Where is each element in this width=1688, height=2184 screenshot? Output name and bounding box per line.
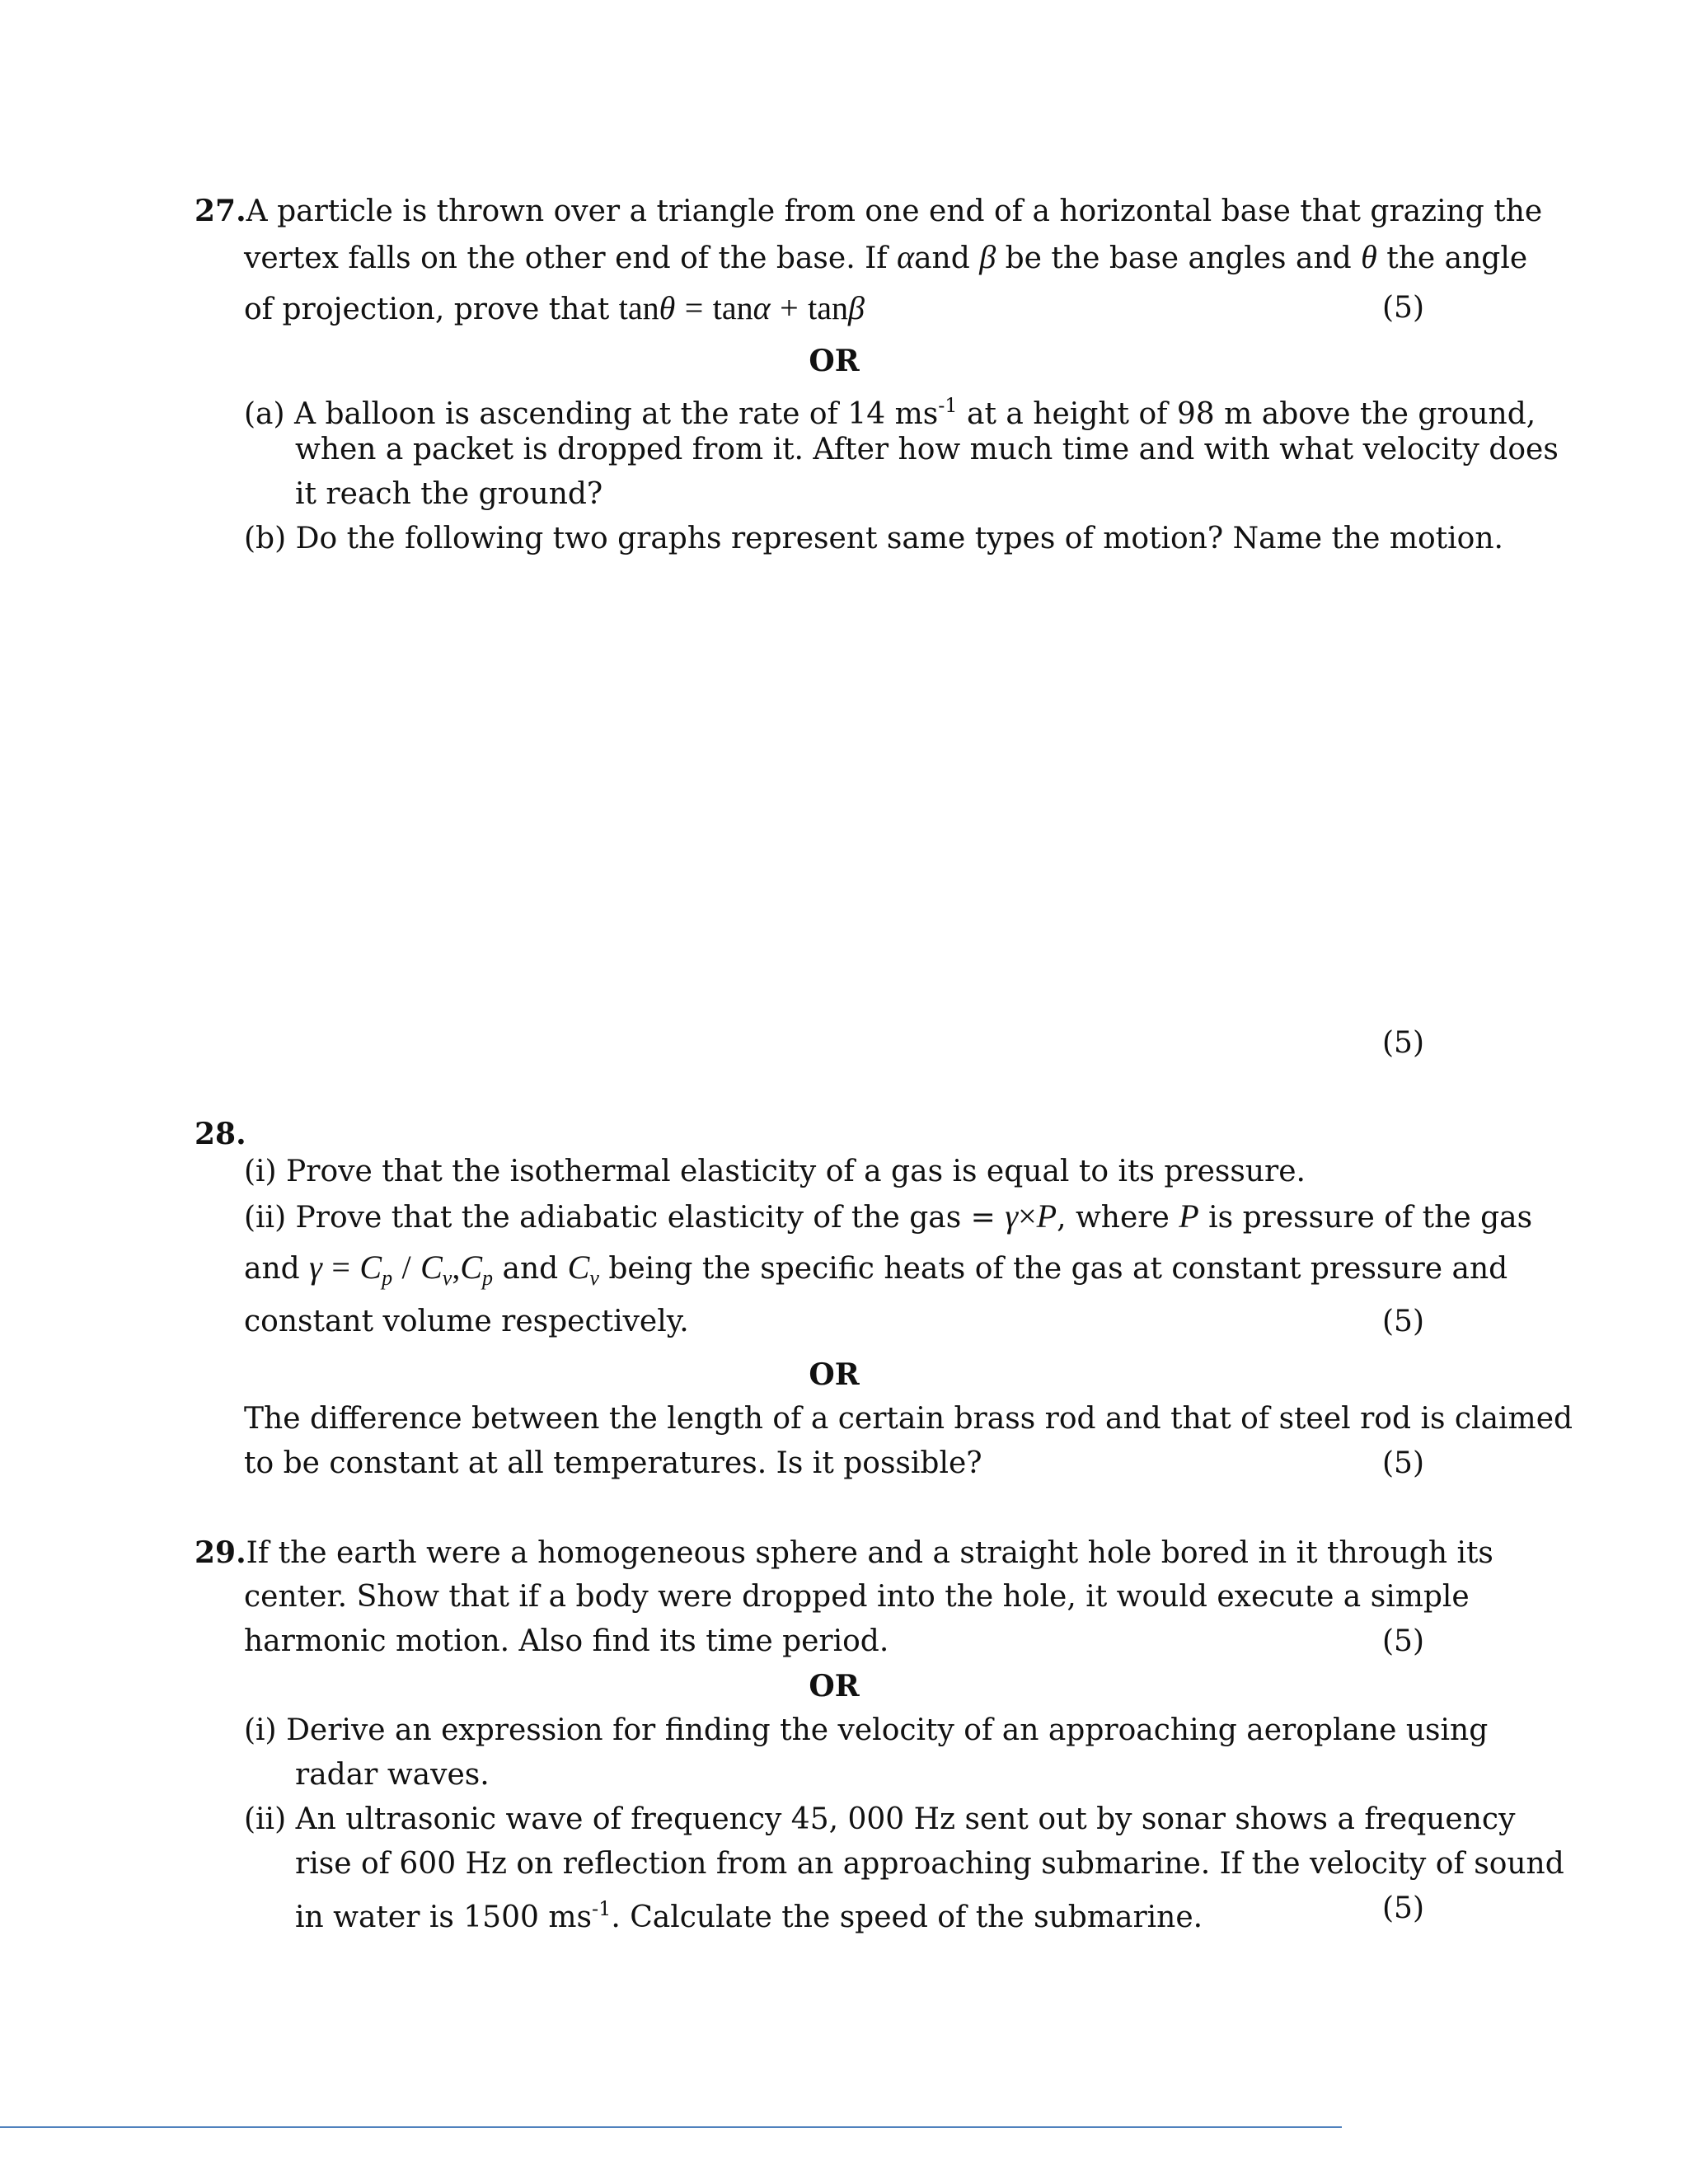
p-symbol-2: P	[1179, 1197, 1199, 1235]
equals-sign: =	[684, 289, 704, 326]
q27-b-marks: (5)	[1382, 1026, 1424, 1060]
q28-number: 28.	[195, 1117, 246, 1151]
q29-i-label: (i)	[244, 1713, 277, 1747]
q27-line-3	[244, 290, 865, 328]
p-symbol: P	[1036, 1197, 1057, 1235]
theta-symbol-2: θ	[659, 289, 676, 326]
sub-p-2: p	[482, 1266, 494, 1290]
q29-ii-sup: -1	[591, 1897, 612, 1920]
times-sign: ×	[1018, 1197, 1037, 1235]
q29-ii-text-1: An ultrasonic wave of frequency 45, 000 Hz sent out by sonar shows a frequency	[295, 1802, 1516, 1836]
q27-b-text: Do the following two graphs represent same types of motion? Name the motion.	[295, 522, 1503, 555]
q27-or: OR	[809, 344, 860, 378]
slash: /	[401, 1249, 411, 1286]
plus-sign: +	[780, 289, 799, 326]
q29-ii-line-3	[295, 1891, 1203, 1936]
q27-a-sup: -1	[938, 394, 958, 417]
q27-a-line-2: when a packet is dropped from it. After how much time and with what velocity does	[295, 433, 1559, 466]
q29-ii-text-3b: . Calculate the speed of the submarine.	[611, 1900, 1203, 1934]
q27-marks: (5)	[1382, 291, 1424, 325]
q27-b-line-1	[244, 521, 1503, 557]
theta-symbol: θ	[1361, 238, 1377, 275]
tan-2: tan	[712, 289, 753, 326]
q27-number: 27.	[195, 194, 246, 228]
sub-v-1: v	[442, 1266, 452, 1290]
q27-a-line-3: it reach the ground?	[295, 477, 603, 511]
tan-1: tan	[618, 289, 659, 326]
q28-ii-line-3: constant volume respectively.	[244, 1305, 689, 1338]
q27-a-text-1a: A balloon is ascending at the rate of 14 ms	[294, 397, 939, 431]
q28-ii-line-1	[244, 1198, 1532, 1236]
q29-ii-line-2: rise of 600 Hz on reflection from an approaching submarine. If the velocity of sound	[295, 1847, 1564, 1881]
q29-ii-marks: (5)	[1382, 1891, 1424, 1925]
graphs-area	[244, 577, 1424, 1005]
q29-or: OR	[809, 1669, 860, 1704]
q27-line-2	[244, 239, 1527, 277]
q28-or: OR	[809, 1357, 860, 1392]
beta-symbol: β	[979, 238, 996, 275]
comma: ,	[452, 1249, 461, 1286]
q27-text-2b: be the base angles and	[1005, 241, 1352, 275]
gamma-symbol: γ	[1005, 1197, 1019, 1235]
q27-a-label: (a)	[244, 397, 285, 431]
q28-alt-line-2: to be constant at all temperatures. Is it possible?	[244, 1446, 982, 1480]
q28-alt-line-1: The difference between the length of a certain brass rod and that of steel rod is claimed	[244, 1402, 1573, 1436]
q27-text-2a: vertex falls on the other end of the base. If	[244, 241, 888, 275]
q29-number: 29.	[195, 1535, 246, 1570]
q29-ii-text-3a: in water is 1500 ms	[295, 1900, 592, 1934]
q28-ii-line-2	[244, 1249, 1507, 1296]
q29-i-line-2: radar waves.	[295, 1758, 490, 1792]
is-pressure-text: is pressure of the gas	[1208, 1201, 1533, 1235]
c-symbol-2: C	[420, 1249, 443, 1286]
gamma-symbol-2: γ	[309, 1249, 322, 1286]
c-symbol-1: C	[359, 1249, 382, 1286]
q27-text-2c: the angle	[1386, 241, 1528, 275]
footer-rule	[0, 2126, 1342, 2128]
q27-a-line-1	[244, 387, 1536, 433]
tan-3: tan	[808, 289, 848, 326]
alpha-symbol-2: α	[753, 289, 771, 326]
q29-i-line-1	[244, 1713, 1488, 1749]
sub-v-2: v	[589, 1266, 599, 1290]
being-text: being the specific heats of the gas at constant pressure and	[608, 1252, 1508, 1286]
q27-b-label: (b)	[244, 522, 287, 555]
c-symbol-3: C	[460, 1249, 483, 1286]
q27-line-1	[195, 193, 1542, 230]
q28-ii-text: (ii) Prove that the adiabatic elasticity of the gas =	[244, 1201, 996, 1235]
c-symbol-4: C	[567, 1249, 590, 1286]
alpha-symbol: α	[897, 238, 915, 275]
q28-marks: (5)	[1382, 1305, 1424, 1338]
q27-text-3a: of projection, prove that	[244, 293, 610, 326]
q29-text-1: If the earth were a homogeneous sphere and a straight hole bored in it through its	[246, 1536, 1493, 1570]
q28-i-line: (i) Prove that the isothermal elasticity of a gas is equal to its pressure.	[244, 1155, 1306, 1188]
q29-marks: (5)	[1382, 1624, 1424, 1658]
sub-p-1: p	[382, 1266, 393, 1290]
and-word-3: and	[502, 1252, 559, 1286]
beta-symbol-2: β	[848, 289, 865, 326]
equals-sign-2: =	[331, 1249, 350, 1286]
q27-a-text-1b: at a height of 98 m above the ground,	[967, 397, 1536, 431]
and-word: and	[914, 241, 970, 275]
q29-ii-label: (ii)	[244, 1802, 287, 1836]
q29-line-1	[195, 1535, 1493, 1572]
q29-i-text-1: Derive an expression for finding the velocity of an approaching aeroplane using	[286, 1713, 1489, 1747]
q29-line-3: harmonic motion. Also find its time period.	[244, 1624, 889, 1658]
and-word-2: and	[244, 1252, 300, 1286]
q28-alt-marks: (5)	[1382, 1446, 1424, 1480]
q29-ii-line-1	[244, 1802, 1515, 1838]
q27-text-1: A particle is thrown over a triangle from one end of a horizontal base that grazing the	[246, 194, 1543, 228]
q29-line-2: center. Show that if a body were dropped into the hole, it would execute a simple	[244, 1580, 1470, 1614]
where-text: , where	[1057, 1201, 1170, 1235]
